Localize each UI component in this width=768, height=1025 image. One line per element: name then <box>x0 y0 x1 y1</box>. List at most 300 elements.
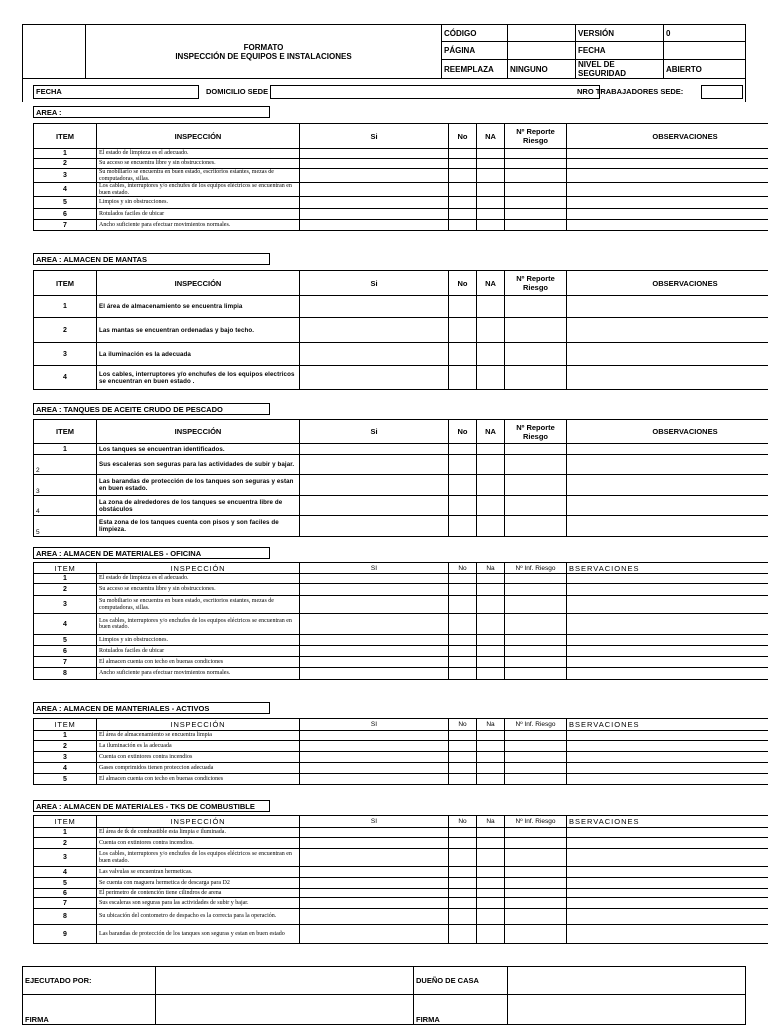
reporte-cell[interactable] <box>505 197 567 209</box>
pagina-value[interactable] <box>508 42 576 60</box>
na-cell[interactable] <box>477 197 505 209</box>
si-cell[interactable] <box>300 752 449 763</box>
inspection-text: Cuenta con extintores contra incendios. <box>97 838 300 849</box>
observaciones-col-header: BSERVACIONES <box>567 719 768 731</box>
na-cell[interactable] <box>477 867 505 878</box>
item-number: 5 <box>34 878 97 889</box>
table-row <box>34 183 768 197</box>
inspection-text: El perimetro de contención tiene cilindros de arena <box>97 889 300 898</box>
inspeccion-col-header: INSPECCIÓN <box>97 420 300 444</box>
si-cell[interactable] <box>300 849 449 867</box>
observaciones-cell[interactable] <box>567 828 768 838</box>
si-cell[interactable] <box>300 668 449 680</box>
document-title <box>86 25 442 79</box>
inspection-text: La iluminación es la adecuada <box>97 741 300 752</box>
no-cell[interactable] <box>449 516 477 537</box>
observaciones-cell[interactable] <box>567 444 768 455</box>
na-cell[interactable] <box>477 849 505 867</box>
observaciones-cell[interactable] <box>567 574 768 584</box>
na-cell[interactable] <box>477 878 505 889</box>
observaciones-cell[interactable] <box>567 296 768 318</box>
item-col-header: ITEM <box>34 719 97 731</box>
na-cell[interactable] <box>477 828 505 838</box>
reporte-cell[interactable] <box>505 584 567 596</box>
no-cell[interactable] <box>449 318 477 343</box>
inspection-text: Su acceso se encuentra libre y sin obstrucciones. <box>97 159 300 169</box>
na-cell[interactable] <box>477 183 505 197</box>
no-cell[interactable] <box>449 296 477 318</box>
observaciones-cell[interactable] <box>567 455 768 475</box>
reporte-cell[interactable] <box>505 878 567 889</box>
inspection-text: El área de almacenamiento se encuentra limpia <box>97 296 300 318</box>
firma2-input[interactable] <box>508 995 746 1025</box>
observaciones-cell[interactable] <box>567 752 768 763</box>
ejecutado-input[interactable] <box>156 967 414 995</box>
reporte-cell[interactable] <box>505 763 567 774</box>
inspection-table <box>33 718 768 785</box>
na-cell[interactable] <box>477 169 505 183</box>
nivel-value[interactable]: ABIERTO <box>664 60 746 79</box>
reporte-cell[interactable] <box>505 149 567 159</box>
observaciones-cell[interactable] <box>567 220 768 231</box>
inspeccion-col-header: INSPECCIÓN <box>97 719 300 731</box>
table-row <box>34 657 768 668</box>
na-cell[interactable] <box>477 516 505 537</box>
si-cell[interactable] <box>300 197 449 209</box>
na-cell[interactable] <box>477 614 505 635</box>
observaciones-cell[interactable] <box>567 898 768 909</box>
observaciones-cell[interactable] <box>567 318 768 343</box>
fecha-field[interactable] <box>33 85 199 99</box>
na-cell[interactable] <box>477 584 505 596</box>
na-cell[interactable] <box>477 596 505 614</box>
domicilio-input[interactable] <box>270 85 600 99</box>
si-cell[interactable] <box>300 149 449 159</box>
observaciones-cell[interactable] <box>567 646 768 657</box>
no-cell[interactable] <box>449 909 477 925</box>
si-cell[interactable] <box>300 898 449 909</box>
observaciones-cell[interactable] <box>567 909 768 925</box>
reporte-cell[interactable] <box>505 209 567 220</box>
observaciones-cell[interactable] <box>567 867 768 878</box>
reporte-cell[interactable] <box>505 646 567 657</box>
observaciones-cell[interactable] <box>567 849 768 867</box>
no-cell[interactable] <box>449 731 477 741</box>
inspection-text: Ancho suficiente para efectuar movimientos normales. <box>97 220 300 231</box>
observaciones-cell[interactable] <box>567 635 768 646</box>
na-cell[interactable] <box>477 752 505 763</box>
inspection-text: Su ubicación del contometro de despacho es la correcta para la operación. <box>97 909 300 925</box>
no-cell[interactable] <box>449 343 477 366</box>
reporte-cell[interactable] <box>505 220 567 231</box>
no-cell[interactable] <box>449 444 477 455</box>
reporte-cell[interactable] <box>505 614 567 635</box>
nivel-label: NIVEL DE SEGURIDAD <box>576 60 664 79</box>
si-cell[interactable] <box>300 838 449 849</box>
no-cell[interactable] <box>449 159 477 169</box>
na-cell[interactable] <box>477 909 505 925</box>
item-col-header: ITEM <box>34 816 97 828</box>
fecha-header-value[interactable] <box>664 42 746 60</box>
reporte-col-header: Nº Inf. Riesgo <box>505 563 567 574</box>
no-cell[interactable] <box>449 614 477 635</box>
na-cell[interactable] <box>477 763 505 774</box>
item-number: 7 <box>34 898 97 909</box>
si-cell[interactable] <box>300 209 449 220</box>
observaciones-cell[interactable] <box>567 584 768 596</box>
si-cell[interactable] <box>300 366 449 390</box>
reporte-cell[interactable] <box>505 444 567 455</box>
no-cell[interactable] <box>449 455 477 475</box>
na-cell[interactable] <box>477 646 505 657</box>
reporte-cell[interactable] <box>505 343 567 366</box>
si-cell[interactable] <box>300 657 449 668</box>
na-cell[interactable] <box>477 366 505 390</box>
si-cell[interactable] <box>300 220 449 231</box>
table-row <box>34 614 768 635</box>
si-cell[interactable] <box>300 878 449 889</box>
no-cell[interactable] <box>449 752 477 763</box>
item-number: 5 <box>34 197 97 209</box>
table-row <box>34 878 768 889</box>
no-cell[interactable] <box>449 169 477 183</box>
reporte-cell[interactable] <box>505 898 567 909</box>
section-title: AREA : ALMACEN DE MANTERIALES - ACTIVOS <box>33 702 270 714</box>
inspection-table <box>33 815 768 944</box>
si-cell[interactable] <box>300 444 449 455</box>
reporte-cell[interactable] <box>505 838 567 849</box>
si-cell[interactable] <box>300 169 449 183</box>
table-row <box>34 849 768 867</box>
reporte-cell[interactable] <box>505 169 567 183</box>
na-cell[interactable] <box>477 159 505 169</box>
item-number: 1 <box>34 574 97 584</box>
reporte-cell[interactable] <box>505 731 567 741</box>
reporte-cell[interactable] <box>505 867 567 878</box>
observaciones-cell[interactable] <box>567 169 768 183</box>
reemplaza-label: REEMPLAZA <box>442 60 508 79</box>
reporte-cell[interactable] <box>505 318 567 343</box>
inspection-text: Los cables, interruptores y/o enchufes de los equipos eléctricos se encuentran en buen estado. <box>97 849 300 867</box>
si-cell[interactable] <box>300 584 449 596</box>
no-cell[interactable] <box>449 475 477 496</box>
si-cell[interactable] <box>300 646 449 657</box>
no-cell[interactable] <box>449 838 477 849</box>
item-number: 2 <box>34 741 97 752</box>
observaciones-cell[interactable] <box>567 149 768 159</box>
na-cell[interactable] <box>477 668 505 680</box>
reporte-cell[interactable] <box>505 516 567 537</box>
reporte-cell[interactable] <box>505 925 567 944</box>
no-cell[interactable] <box>449 149 477 159</box>
si-cell[interactable] <box>300 828 449 838</box>
section-title: AREA : TANQUES DE ACEITE CRUDO DE PESCADO <box>33 403 270 415</box>
na-cell[interactable] <box>477 318 505 343</box>
no-cell[interactable] <box>449 366 477 390</box>
observaciones-cell[interactable] <box>567 516 768 537</box>
table-row <box>34 668 768 680</box>
firma-input[interactable] <box>156 995 414 1025</box>
reemplaza-value[interactable]: NINGUNO <box>508 60 576 79</box>
si-cell[interactable] <box>300 343 449 366</box>
si-cell[interactable] <box>300 614 449 635</box>
reporte-col-header: Nº Inf. Riesgo <box>505 719 567 731</box>
observaciones-cell[interactable] <box>567 159 768 169</box>
table-row <box>34 774 768 785</box>
codigo-value[interactable] <box>508 25 576 42</box>
reporte-cell[interactable] <box>505 296 567 318</box>
si-col-header: SI <box>300 719 449 731</box>
reporte-cell[interactable] <box>505 159 567 169</box>
na-cell[interactable] <box>477 925 505 944</box>
trabajadores-input[interactable] <box>701 85 743 99</box>
version-value[interactable]: 0 <box>664 25 746 42</box>
inspection-text: El almacen cuenta con techo en buenas condiciones <box>97 774 300 785</box>
observaciones-cell[interactable] <box>567 496 768 516</box>
fecha-label: FECHA <box>36 87 62 96</box>
item-number: 2 <box>34 159 97 169</box>
table-row <box>34 596 768 614</box>
reporte-cell[interactable] <box>505 752 567 763</box>
item-number: 4 <box>34 366 97 390</box>
table-row <box>34 898 768 909</box>
no-cell[interactable] <box>449 925 477 944</box>
observaciones-cell[interactable] <box>567 657 768 668</box>
item-number: 6 <box>34 209 97 220</box>
si-cell[interactable] <box>300 455 449 475</box>
observaciones-cell[interactable] <box>567 774 768 785</box>
table-row <box>34 197 768 209</box>
no-col-header: No <box>449 124 477 149</box>
si-cell[interactable] <box>300 889 449 898</box>
no-cell[interactable] <box>449 828 477 838</box>
na-cell[interactable] <box>477 496 505 516</box>
observaciones-cell[interactable] <box>567 596 768 614</box>
si-cell[interactable] <box>300 774 449 785</box>
table-row <box>34 169 768 183</box>
no-cell[interactable] <box>449 646 477 657</box>
table-row <box>34 209 768 220</box>
no-cell[interactable] <box>449 668 477 680</box>
table-row <box>34 584 768 596</box>
si-cell[interactable] <box>300 867 449 878</box>
si-cell[interactable] <box>300 909 449 925</box>
dueno-label: DUEÑO DE CASA <box>414 967 508 995</box>
na-cell[interactable] <box>477 741 505 752</box>
si-cell[interactable] <box>300 496 449 516</box>
table-row <box>34 343 768 366</box>
inspection-text: El estado de limpieza es el adecuado. <box>97 149 300 159</box>
si-col-header: Si <box>300 124 449 149</box>
inspection-text: Los cables, interruptores y/o enchufes de los equipos electricos se encuentran en buen estado . <box>97 366 300 390</box>
na-cell[interactable] <box>477 209 505 220</box>
inspection-table <box>33 562 768 680</box>
no-cell[interactable] <box>449 898 477 909</box>
no-cell[interactable] <box>449 867 477 878</box>
si-cell[interactable] <box>300 574 449 584</box>
inspection-text: Gases comprimidos tienen proteccion adecuada <box>97 763 300 774</box>
observaciones-cell[interactable] <box>567 343 768 366</box>
si-cell[interactable] <box>300 763 449 774</box>
no-cell[interactable] <box>449 596 477 614</box>
observaciones-cell[interactable] <box>567 925 768 944</box>
reporte-cell[interactable] <box>505 774 567 785</box>
no-cell[interactable] <box>449 741 477 752</box>
na-cell[interactable] <box>477 657 505 668</box>
inspeccion-col-header: INSPECCIÓN <box>97 816 300 828</box>
si-cell[interactable] <box>300 296 449 318</box>
observaciones-cell[interactable] <box>567 475 768 496</box>
inspection-text: Sus escaleras son seguras para las actividades de subir y bajar. <box>97 898 300 909</box>
no-cell[interactable] <box>449 584 477 596</box>
si-cell[interactable] <box>300 159 449 169</box>
no-cell[interactable] <box>449 574 477 584</box>
reporte-cell[interactable] <box>505 849 567 867</box>
reporte-cell[interactable] <box>505 183 567 197</box>
item-number: 1 <box>34 149 97 159</box>
na-cell[interactable] <box>477 898 505 909</box>
inspection-text: La iluminación es la adecuada <box>97 343 300 366</box>
item-number: 2 <box>34 455 97 475</box>
table-row <box>34 838 768 849</box>
observaciones-cell[interactable] <box>567 614 768 635</box>
no-cell[interactable] <box>449 878 477 889</box>
reporte-cell[interactable] <box>505 828 567 838</box>
inspection-text: Las valvulas se encuentran hermeticas. <box>97 867 300 878</box>
no-cell[interactable] <box>449 657 477 668</box>
inspection-text: Las mantas se encuentran ordenadas y bajo techo. <box>97 318 300 343</box>
table-row <box>34 496 768 516</box>
inspection-text: La zona de alrededores de los tanques se encuentra libre de obstáculos <box>97 496 300 516</box>
no-cell[interactable] <box>449 635 477 646</box>
inspection-text: Su mobiliario se encuentra en buen estado, escritorios estantes, mezas de computadoras, sillas. <box>97 169 300 183</box>
na-cell[interactable] <box>477 343 505 366</box>
observaciones-cell[interactable] <box>567 197 768 209</box>
na-cell[interactable] <box>477 455 505 475</box>
reporte-cell[interactable] <box>505 657 567 668</box>
na-cell[interactable] <box>477 635 505 646</box>
no-cell[interactable] <box>449 763 477 774</box>
observaciones-cell[interactable] <box>567 209 768 220</box>
observaciones-cell[interactable] <box>567 889 768 898</box>
si-cell[interactable] <box>300 318 449 343</box>
inspection-table <box>33 123 768 231</box>
item-number: 7 <box>34 220 97 231</box>
table-row <box>34 731 768 741</box>
reporte-cell[interactable] <box>505 668 567 680</box>
observaciones-cell[interactable] <box>567 183 768 197</box>
na-cell[interactable] <box>477 296 505 318</box>
na-cell[interactable] <box>477 475 505 496</box>
reporte-col-header: Nº Reporte Riesgo <box>505 271 567 296</box>
formato-label: FORMATO <box>88 43 439 52</box>
item-number: 5 <box>34 774 97 785</box>
no-cell[interactable] <box>449 849 477 867</box>
si-cell[interactable] <box>300 183 449 197</box>
si-cell[interactable] <box>300 741 449 752</box>
observaciones-col-header: OBSERVACIONES <box>567 271 768 296</box>
na-col-header: Na <box>477 719 505 731</box>
na-cell[interactable] <box>477 889 505 898</box>
na-cell[interactable] <box>477 774 505 785</box>
item-number: 5 <box>34 516 97 537</box>
dueno-input[interactable] <box>508 967 746 995</box>
observaciones-cell[interactable] <box>567 741 768 752</box>
si-cell[interactable] <box>300 925 449 944</box>
reporte-cell[interactable] <box>505 574 567 584</box>
na-cell[interactable] <box>477 731 505 741</box>
reporte-col-header: Nº Inf. Riesgo <box>505 816 567 828</box>
na-cell[interactable] <box>477 838 505 849</box>
table-row <box>34 867 768 878</box>
reporte-cell[interactable] <box>505 455 567 475</box>
item-number: 4 <box>34 614 97 635</box>
na-cell[interactable] <box>477 220 505 231</box>
no-cell[interactable] <box>449 197 477 209</box>
si-cell[interactable] <box>300 475 449 496</box>
reporte-cell[interactable] <box>505 909 567 925</box>
no-cell[interactable] <box>449 209 477 220</box>
no-cell[interactable] <box>449 496 477 516</box>
table-row <box>34 444 768 455</box>
reporte-cell[interactable] <box>505 596 567 614</box>
table-row <box>34 455 768 475</box>
fecha-header-label: FECHA <box>576 42 664 60</box>
reporte-cell[interactable] <box>505 889 567 898</box>
si-cell[interactable] <box>300 596 449 614</box>
reporte-cell[interactable] <box>505 496 567 516</box>
inspection-text: Los cables, interruptores y/o enchufes de los equipos eléctricos se encuentran en buen estado. <box>97 183 300 197</box>
observaciones-col-header: BSERVACIONES <box>567 563 768 574</box>
title-label: INSPECCIÓN DE EQUIPOS E INSTALACIONES <box>88 52 439 61</box>
no-cell[interactable] <box>449 774 477 785</box>
section-title: AREA : ALMACEN DE MANTAS <box>33 253 270 265</box>
inspection-text: El área de tk de combustible esta limpia e iluminada. <box>97 828 300 838</box>
observaciones-cell[interactable] <box>567 731 768 741</box>
na-cell[interactable] <box>477 444 505 455</box>
table-row <box>34 574 768 584</box>
na-cell[interactable] <box>477 574 505 584</box>
reporte-cell[interactable] <box>505 475 567 496</box>
table-row <box>34 741 768 752</box>
item-number: 2 <box>34 318 97 343</box>
observaciones-cell[interactable] <box>567 838 768 849</box>
item-number: 3 <box>34 475 97 496</box>
observaciones-cell[interactable] <box>567 366 768 390</box>
item-number: 1 <box>34 828 97 838</box>
trabajadores-label: NRO TRABAJADORES SEDE: <box>577 87 683 96</box>
inspection-text: El estado de limpieza es el adecuado. <box>97 574 300 584</box>
si-cell[interactable] <box>300 731 449 741</box>
inspection-text: El almacen cuenta con techo en buenas condiciones <box>97 657 300 668</box>
na-cell[interactable] <box>477 149 505 159</box>
item-number: 1 <box>34 731 97 741</box>
section-title: AREA : ALMACEN DE MATERIALES - TKS DE COMBUSTIBLE <box>33 800 270 812</box>
item-col-header: ITEM <box>34 420 97 444</box>
observaciones-cell[interactable] <box>567 668 768 680</box>
reporte-cell[interactable] <box>505 741 567 752</box>
si-cell[interactable] <box>300 635 449 646</box>
observaciones-cell[interactable] <box>567 878 768 889</box>
reporte-cell[interactable] <box>505 366 567 390</box>
observaciones-cell[interactable] <box>567 763 768 774</box>
item-number: 3 <box>34 849 97 867</box>
no-cell[interactable] <box>449 183 477 197</box>
reporte-cell[interactable] <box>505 635 567 646</box>
no-cell[interactable] <box>449 220 477 231</box>
si-cell[interactable] <box>300 516 449 537</box>
no-cell[interactable] <box>449 889 477 898</box>
